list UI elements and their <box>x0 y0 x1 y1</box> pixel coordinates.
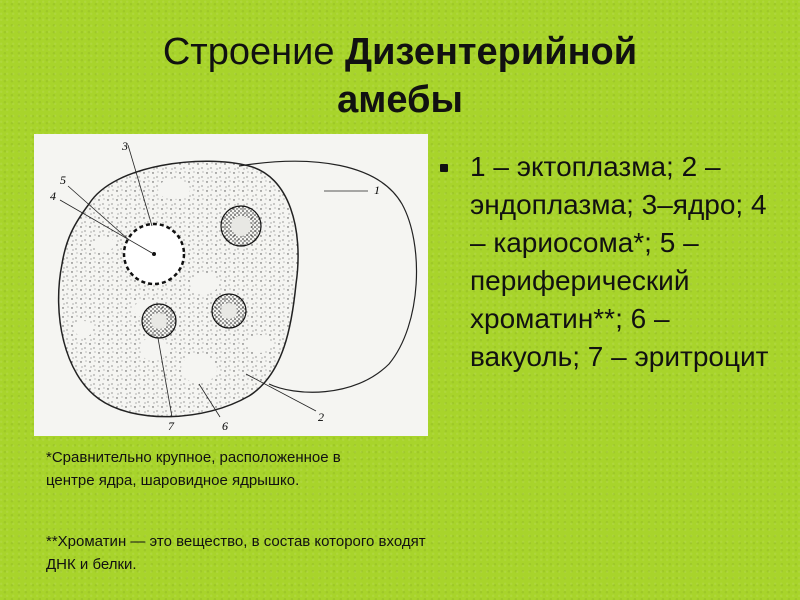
karyosome <box>152 252 156 256</box>
label-4: 4 <box>50 189 56 203</box>
amoeba-drawing <box>34 134 428 436</box>
title-part1: Строение <box>162 31 346 73</box>
label-1: 1 <box>374 183 380 197</box>
vacuole <box>140 337 168 361</box>
footnote-chromatin: **Хроматин — это вещество, в состав которого входят ДНК и белки. <box>46 533 426 573</box>
vacuole <box>75 321 93 337</box>
erythrocyte <box>151 313 167 329</box>
title-part2: Дизентерийной <box>345 31 638 73</box>
erythrocyte <box>231 216 251 236</box>
label-6: 6 <box>222 419 228 433</box>
bullet-icon <box>440 164 448 172</box>
footnote-karyosome: *Сравнительно крупное, расположенное в центре ядра, шаровидное ядрышко. <box>46 449 341 489</box>
label-2: 2 <box>318 410 324 424</box>
legend-text: 1 – эктоплазма; 2 – эндоплазма; 3–ядро; 4 – кариосома*; 5 – периферический хроматин**; 6 – вакуоль; 7 – эритроцит <box>470 151 769 372</box>
endoplasm-body <box>59 161 298 416</box>
slide-title <box>0 28 800 124</box>
label-7: 7 <box>168 419 174 433</box>
vacuole <box>158 179 190 199</box>
vacuole <box>247 335 271 353</box>
label-5: 5 <box>60 173 66 187</box>
vacuole <box>190 273 218 295</box>
label-3: 3 <box>122 139 128 153</box>
amoeba-diagram <box>34 134 428 436</box>
vacuole <box>181 355 217 383</box>
title-line2: амебы <box>337 79 463 121</box>
legend-list <box>440 148 790 376</box>
erythrocyte <box>221 303 237 319</box>
vacuole <box>94 236 114 252</box>
